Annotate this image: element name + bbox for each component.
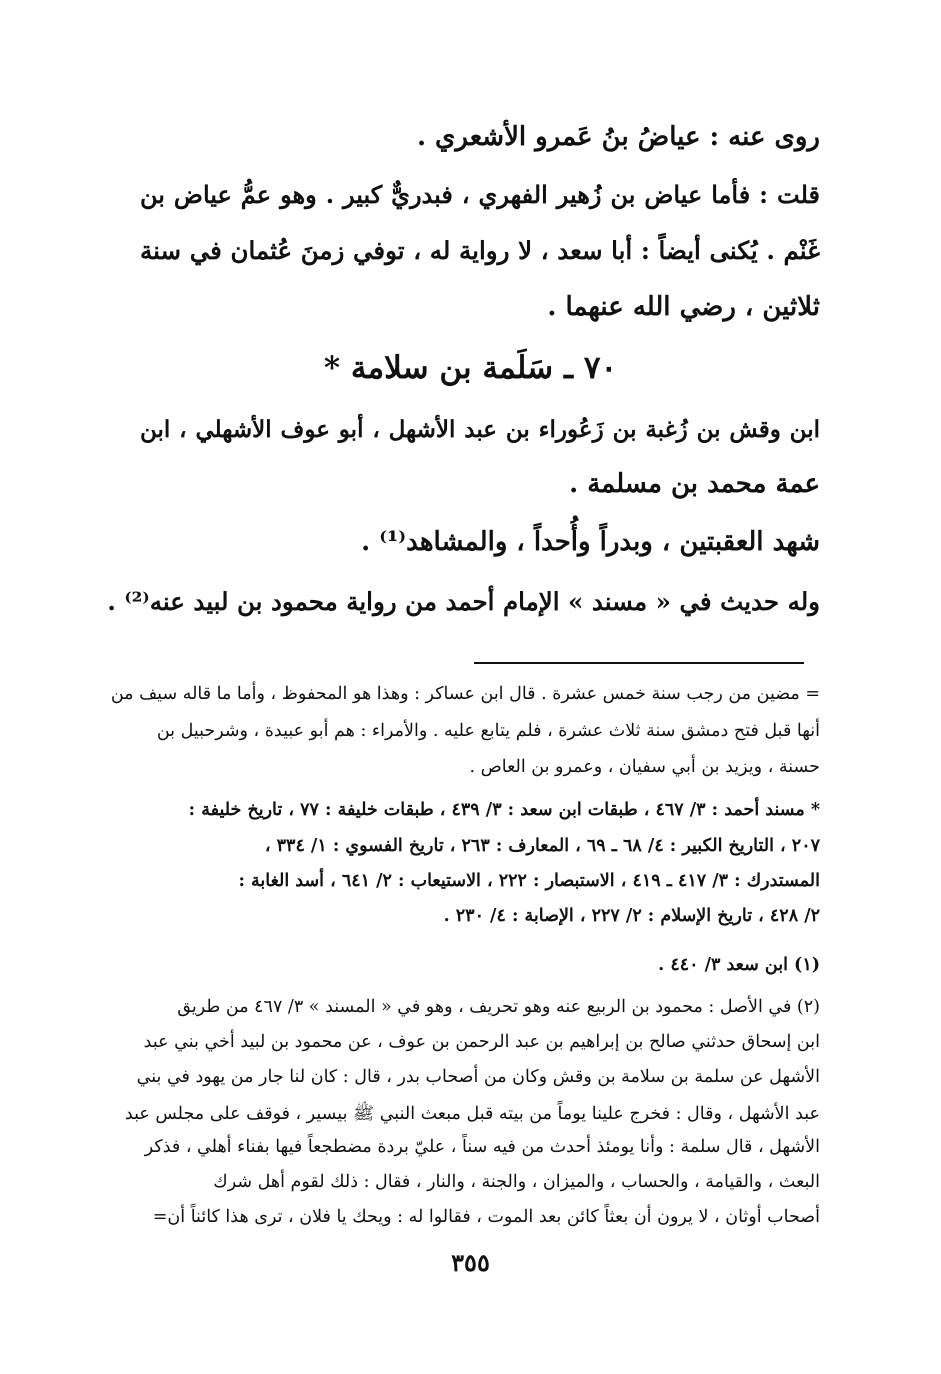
- sources-line-3: المستدرك : ٣/ ٤١٧ ـ ٤١٩ ، الاستبصار : ٢٢٢ ، الاستيعاب : ٢/ ٦٤١ ، أسد الغابة :: [238, 871, 820, 891]
- sources-line-1: * مسند أحمد : ٣/ ٤٦٧ ، طبقات ابن سعد : ٣/ ٤٣٩ ، طبقات خليفة : ٧٧ ، تاريخ خليفة :: [188, 800, 820, 820]
- footnote-separator: [474, 662, 804, 664]
- footnote-2-line-1: (٢) في الأصل : محمود بن الربيع عنه وهو تحريف ، وهو في « المسند » ٣/ ٤٦٧ من طريق: [177, 997, 820, 1017]
- footnote-2-line-5: الأشهل ، قال سلمة : وأنا يومئذ أحدث من فيه سناً ، عليّ بردة مضطجعاً فيها بفناء أهلي ، فذكر: [144, 1137, 820, 1157]
- sources-line-4: ٢/ ٤٢٨ ، تاريخ الإسلام : ٢/ ٢٢٧ ، الإصابة : ٤/ ٢٣٠ .: [443, 906, 820, 926]
- footnote-cont-line-1: = مضين من رجب سنة خمس عشرة . قال ابن عساكر : وهذا هو المحفوظ ، وأما ما قاله سيف من: [110, 684, 820, 704]
- footnote-2-line-2: ابن إسحاق حدثني صالح بن إبراهيم بن عبد الرحمن بن عوف ، عن محمود بن لبيد أخي بني عبد: [143, 1032, 820, 1052]
- entry-line-4: وله حديث في « مسند » الإمام أحمد من رواية محمود بن لبيد عنه⁽²⁾ .: [107, 587, 820, 616]
- footnote-2-line-4: عبد الأشهل ، وقال : فخرج علينا يوماً من بيته قبل مبعث النبي ﷺ بيسير ، فوقف على مجلس عبد: [124, 1104, 820, 1124]
- entry-line-3: شهد العقبتين ، وبدراً وأُحداً ، والمشاهد⁽¹⁾ .: [361, 527, 820, 557]
- page-number: ٣٥٥: [451, 1248, 490, 1277]
- footnote-2-line-6: البعث ، والقيامة ، والحساب ، والميزان ، والجنة ، والنار ، فقال : ذلك لقوم أهل شرك: [213, 1172, 820, 1192]
- entry-line-1: ابن وقش بن زُغبة بن زَعُوراء بن عبد الأشهل ، أبو عوف الأشهلي ، ابن: [140, 416, 820, 443]
- body-line-4: ثلاثين ، رضي الله عنهما .: [547, 292, 820, 322]
- entry-heading: ٧٠ ـ سَلَمة بن سلامة *: [323, 350, 618, 386]
- footnote-1: (١) ابن سعد ٣/ ٤٤٠ .: [658, 955, 820, 975]
- body-line-3: غَنْم . يُكنى أيضاً : أبا سعد ، لا رواية له ، توفي زمنَ عُثمان في سنة: [140, 236, 820, 265]
- footnote-cont-line-3: حسنة ، ويزيد بن أبي سفيان ، وعمرو بن العاص .: [469, 757, 820, 777]
- body-line-2: قلت : فأما عياض بن زُهير الفهري ، فبدريٌّ كبير . وهو عمُّ عياض بن: [140, 180, 820, 209]
- sources-line-2: ٢٠٧ ، التاريخ الكبير : ٤/ ٦٨ ـ ٦٩ ، المعارف : ٢٦٣ ، تاريخ الفسوي : ١/ ٣٣٤ ،: [264, 836, 820, 856]
- footnote-2-line-3: الأشهل عن سلمة بن سلامة بن وقش وكان من أصحاب بدر ، قال : كان لنا جار من يهود في بني: [136, 1067, 820, 1087]
- footnote-cont-line-2: أنها قبل فتح دمشق سنة ثلاث عشرة ، فلم يتابع عليه . والأمراء : هم أبو عبيدة ، وشرحبيل بن: [156, 721, 820, 741]
- body-line-1: روى عنه : عياضُ بنُ عَمرو الأشعري .: [416, 122, 820, 152]
- entry-line-2: عمة محمد بن مسلمة .: [569, 469, 820, 499]
- footnote-2-line-7: أصحاب أوثان ، لا يرون أن بعثاً كائن بعد الموت ، فقالوا له : ويحك يا فلان ، ترى هذا كائناً أن=: [152, 1207, 820, 1227]
